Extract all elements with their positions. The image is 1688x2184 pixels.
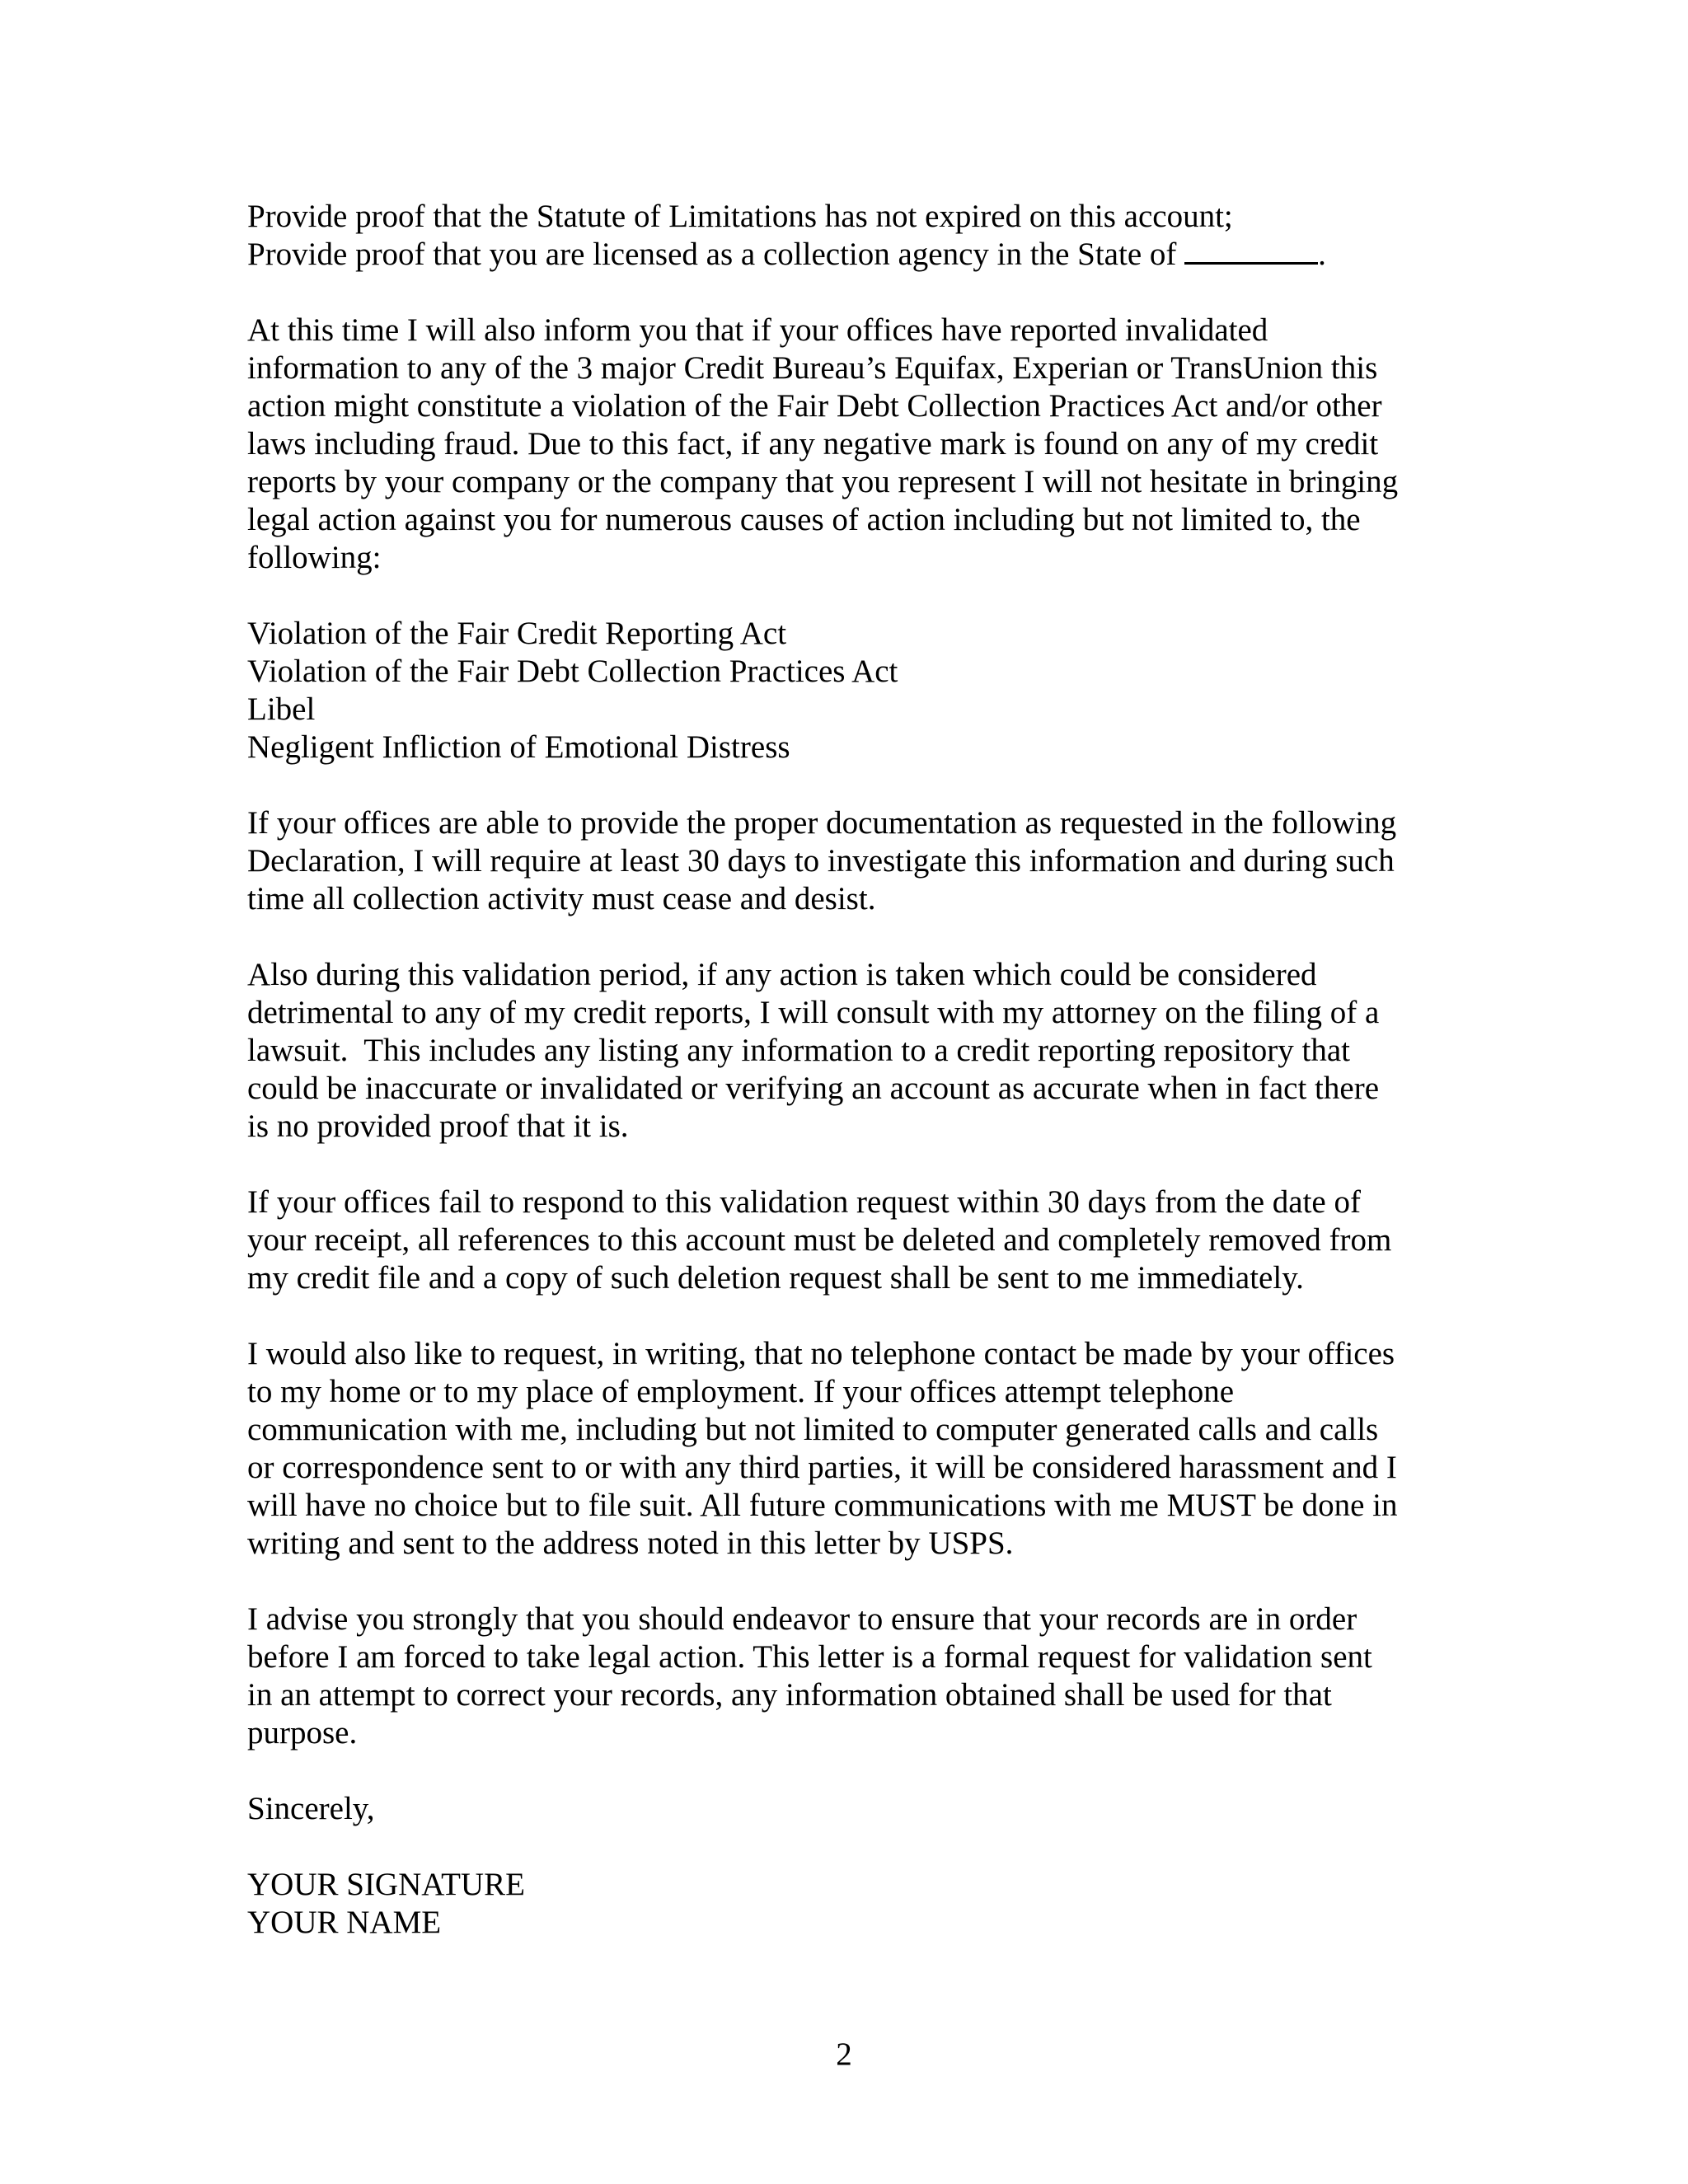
page-number: 2: [836, 2036, 852, 2072]
paragraph-line: before I am forced to take legal action. This letter is a formal request for validation sent: [247, 1639, 1372, 1675]
closing-salutation: Sincerely,: [247, 1791, 375, 1826]
paragraph-gap: [247, 766, 1451, 804]
violation-item: Violation of the Fair Debt Collection Practices Act: [247, 654, 898, 689]
paragraph-gap: [247, 577, 1451, 615]
paragraph-line: detrimental to any of my credit reports, I will consult with my attorney on the filing of a: [247, 995, 1380, 1030]
state-blank-field: [1184, 237, 1318, 265]
paragraph-line: lawsuit. This includes any listing any information to a credit reporting repository that: [247, 1033, 1351, 1068]
paragraph-gap: [247, 1297, 1451, 1335]
paragraph-line: will have no choice but to file suit. All future communications with me MUST be done in: [247, 1488, 1398, 1523]
letter-body: [247, 198, 1451, 1942]
paragraph-line: Also during this validation period, if any action is taken which could be considered: [247, 957, 1317, 992]
paragraph-line: writing and sent to the address noted in this letter by USPS.: [247, 1526, 1014, 1561]
paragraph-validation-period: [247, 956, 1451, 1146]
paragraph-fail-respond: [247, 1183, 1451, 1297]
paragraph-line: my credit file and a copy of such deletion request shall be sent to me immediately.: [247, 1260, 1304, 1296]
paragraph-inform: [247, 312, 1451, 577]
paragraph-line: your receipt, all references to this account must be deleted and completely removed from: [247, 1222, 1392, 1258]
proof-line-license-text: Provide proof that you are licensed as a collection agency in the State of: [247, 237, 1185, 272]
paragraph-line: in an attempt to correct your records, any information obtained shall be used for that: [247, 1677, 1332, 1713]
paragraph-line: At this time I will also inform you that if your offices have reported invalidated: [247, 312, 1268, 348]
paragraph-gap: [247, 918, 1451, 956]
paragraph-line: following:: [247, 540, 382, 575]
paragraph-line: I advise you strongly that you should endeavor to ensure that your records are in order: [247, 1601, 1357, 1637]
paragraph-line: reports by your company or the company that you represent I will not hesitate in bringing: [247, 464, 1399, 499]
paragraph-line: communication with me, including but not limited to computer generated calls and calls: [247, 1412, 1379, 1447]
name-placeholder: YOUR NAME: [247, 1905, 442, 1940]
violation-item: Violation of the Fair Credit Reporting Act: [247, 616, 787, 651]
paragraph-line: Declaration, I will require at least 30 days to investigate this information and during such: [247, 843, 1395, 879]
proof-line-license-end: .: [1318, 237, 1326, 272]
paragraph-telephone: [247, 1335, 1451, 1563]
paragraph-line: action might constitute a violation of the Fair Debt Collection Practices Act and/or other: [247, 388, 1382, 424]
paragraph-gap: [247, 274, 1451, 312]
proof-requests: [247, 198, 1451, 274]
paragraph-line: could be inaccurate or invalidated or verifying an account as accurate when in fact there: [247, 1071, 1379, 1106]
paragraph-line: information to any of the 3 major Credit Bureau’s Equifax, Experian or TransUnion this: [247, 350, 1378, 386]
paragraph-line: I would also like to request, in writing, that no telephone contact be made by your offices: [247, 1336, 1395, 1371]
paragraph-line: laws including fraud. Due to this fact, if any negative mark is found on any of my credit: [247, 426, 1379, 462]
violation-item: Negligent Infliction of Emotional Distress: [247, 729, 790, 765]
paragraph-line: time all collection activity must cease and desist.: [247, 881, 876, 916]
paragraph-gap: [247, 1752, 1451, 1790]
paragraph-documentation: [247, 804, 1451, 918]
paragraph-advise: [247, 1601, 1451, 1752]
paragraph-line: is no provided proof that it is.: [247, 1108, 629, 1144]
signature-placeholder: YOUR SIGNATURE: [247, 1867, 525, 1902]
paragraph-gap: [247, 1146, 1451, 1183]
paragraph-line: legal action against you for numerous causes of action including but not limited to, the: [247, 502, 1361, 537]
paragraph-gap: [247, 1563, 1451, 1601]
paragraph-line: If your offices fail to respond to this validation request within 30 days from the date of: [247, 1184, 1361, 1220]
paragraph-line: or correspondence sent to or with any third parties, it will be considered harassment and I: [247, 1450, 1397, 1485]
paragraph-gap: [247, 1828, 1451, 1866]
proof-line-statute: Provide proof that the Statute of Limitations has not expired on this account;: [247, 199, 1233, 234]
paragraph-line: If your offices are able to provide the proper documentation as requested in the following: [247, 805, 1397, 841]
violation-item: Libel: [247, 691, 316, 727]
paragraph-line: to my home or to my place of employment. If your offices attempt telephone: [247, 1374, 1235, 1409]
proof-line-license: [247, 236, 1451, 274]
violations-list: [247, 615, 1451, 766]
paragraph-line: purpose.: [247, 1715, 358, 1750]
